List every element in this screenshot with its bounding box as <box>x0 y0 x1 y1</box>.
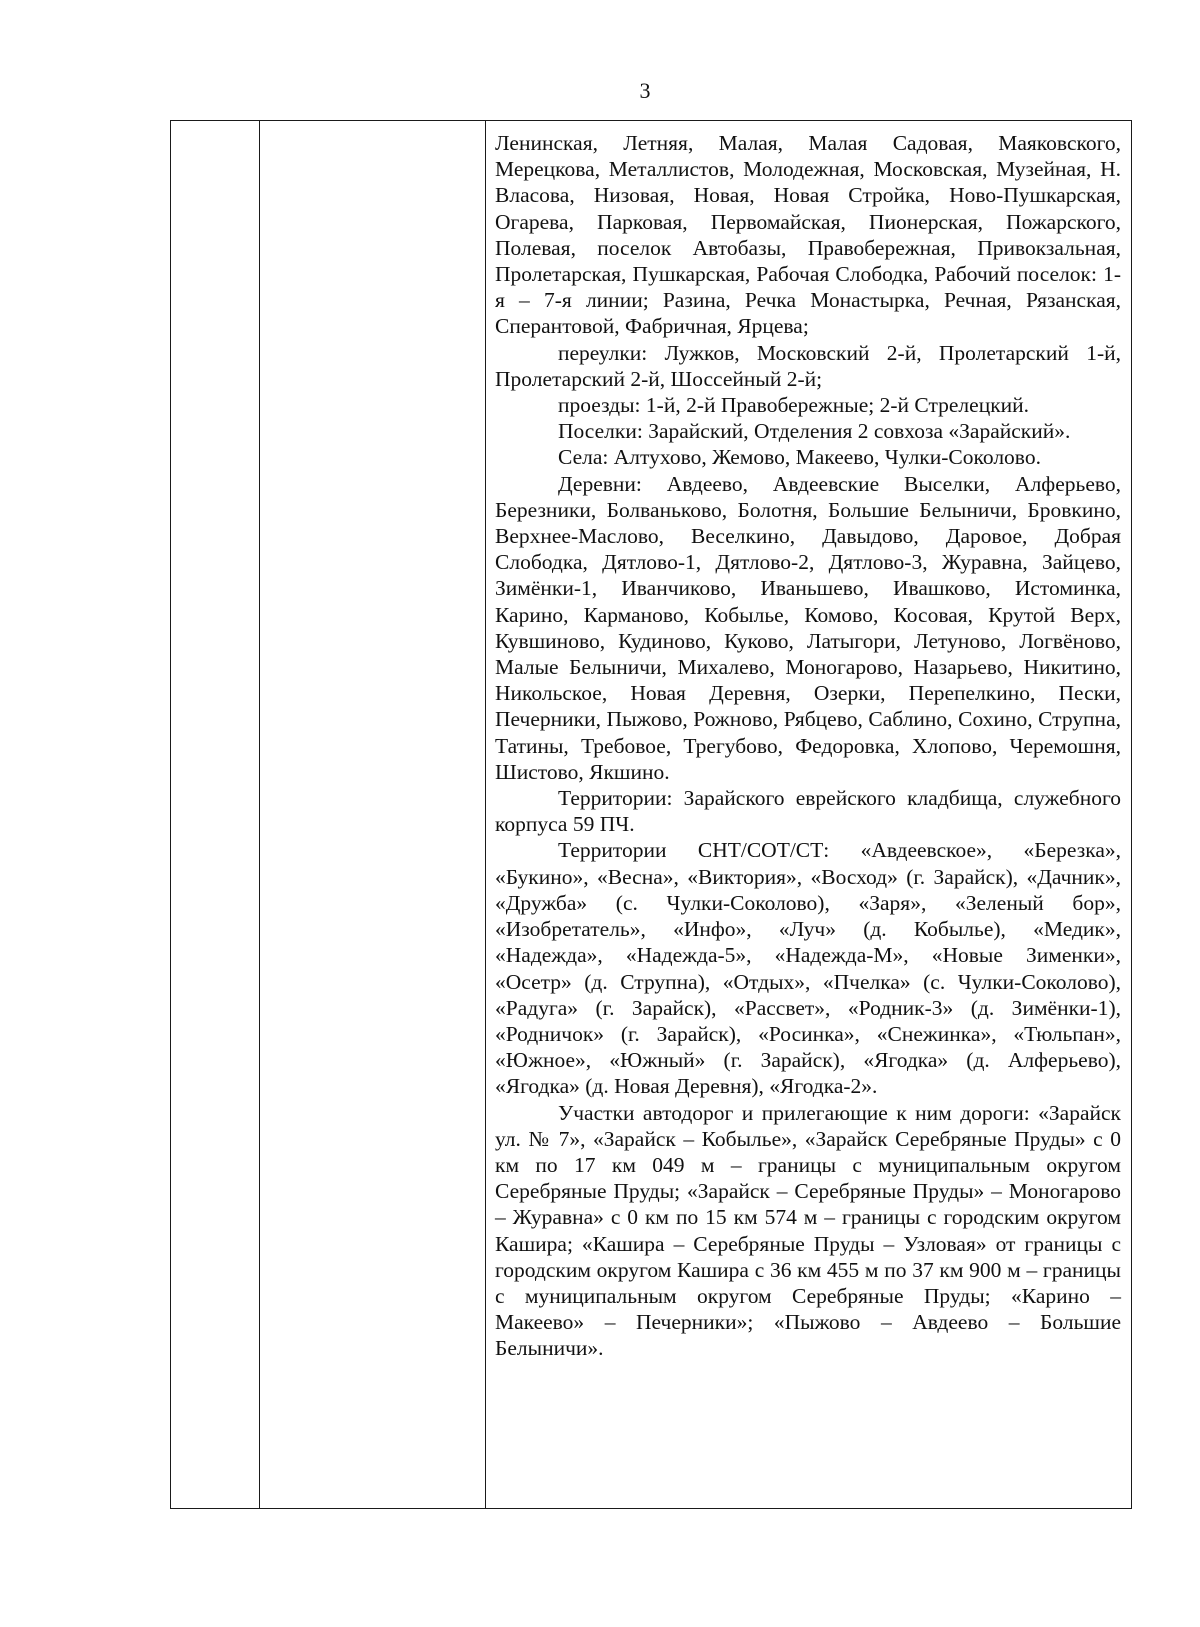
paragraph: Участки автодорог и прилегающие к ним дороги: «Зарайск ул. № 7», «Зарайск – Кобылье», «Зарайск Серебряные Пруды» с 0 км по 17 км 049 м – границы с муниципальным округом Серебряные Пруды; «Зарайск – Серебряные Пруды» – Моногарово – Журавна» с 0 км по 15 км 574 м – границы с городским округом Кашира; «Кашира – Серебряные Пруды – Узловая» от границы с городским округом Кашира с 36 км 455 м по 37 км 900 м – границы с муниципальным округом Серебряные Пруды; «Карино – Макеево» – Печерники»; «Пыжово – Авдеево – Большие Белыничи». <box>495 1100 1121 1361</box>
paragraph: переулки: Лужков, Московский 2-й, Пролетарский 1-й, Пролетарский 2-й, Шоссейный 2-й; <box>495 340 1121 391</box>
paragraph: Ленинская, Летняя, Малая, Малая Садовая, Маяковского, Мерецкова, Металлистов, Молодежная, Московская, Музейная, Н. Власова, Низовая, Новая, Новая Стройка, Ново-Пушкарская, Огарева, Парковая, Первомайская, Пионерская, Пожарского, Полевая, поселок Автобазы, Правобережная, Привокзальная, Пролетарская, Пушкарская, Рабочая Слободка, Рабочий поселок: 1-я – 7-я линии; Разина, Речка Монастырка, Речная, Рязанская, Сперантовой, Фабричная, Ярцева; <box>495 131 1121 339</box>
paragraph: Поселки: Зарайский, Отделения 2 совхоза «Зарайский». <box>558 419 1071 444</box>
table-cell-number <box>171 121 260 1509</box>
paragraph: Села: Алтухово, Жемово, Макеево, Чулки-Соколово. <box>558 445 1041 470</box>
document-table <box>170 120 1132 1509</box>
table-row <box>171 121 1132 1509</box>
paragraph: Территории: Зарайского еврейского кладбища, служебного корпуса 59 ПЧ. <box>495 786 1121 837</box>
paragraph: Деревни: Авдеево, Авдеевские Выселки, Алферьево, Березники, Болваньково, Болотня, Большие Белыничи, Бровкино, Верхнее-Маслово, Веселкино, Давыдово, Даровое, Добрая Слободка, Дятлово-1, Дятлово-2, Дятлово-3, Журавна, Зайцево, Зимёнки-1, Иванчиково, Иваньшево, Ивашково, Истоминка, Карино, Карманово, Кобылье, Комово, Косовая, Крутой Верх, Кувшиново, Кудиново, Куково, Латыгори, Летуново, Логвёново, Малые Белыничи, Михалево, Моногарово, Назарьево, Никитино, Никольское, Новая Деревня, Озерки, Перепелкино, Пески, Печерники, Пыжово, Рожново, Рябцево, Саблино, Сохино, Струпна, Татины, Требовое, Трегубово, Федоровка, Хлопово, Черемошня, Шистово, Якшино. <box>495 471 1121 784</box>
territory-list-text <box>486 121 1131 1362</box>
page-number: 3 <box>639 78 651 103</box>
table-cell-name <box>260 121 486 1509</box>
paragraph: проезды: 1-й, 2-й Правобережные; 2-й Стрелецкий. <box>558 393 1030 418</box>
paragraph: Территории СНТ/СОТ/СТ: «Авдеевское», «Березка», «Букино», «Весна», «Виктория», «Восход» (г. Зарайск), «Дачник», «Дружба» (с. Чулки-Соколово), «Заря», «Зеленый бор», «Изобретатель», «Инфо», «Луч» (д. Кобылье), «Медик», «Надежда», «Надежда-5», «Надежда-М», «Новые Зименки», «Осетр» (д. Струпна), «Отдых», «Пчелка» (с. Чулки-Соколово), «Радуга» (г. Зарайск), «Рассвет», «Родник-3» (д. Зимёнки-1), «Родничок» (г. Зарайск), «Росинка», «Снежинка», «Тюльпан», «Южное», «Южный» (г. Зарайск), «Ягодка» (д. Алферьево), «Ягодка» (д. Новая Деревня), «Ягодка-2». <box>495 838 1121 1099</box>
table-cell-description <box>486 121 1132 1509</box>
